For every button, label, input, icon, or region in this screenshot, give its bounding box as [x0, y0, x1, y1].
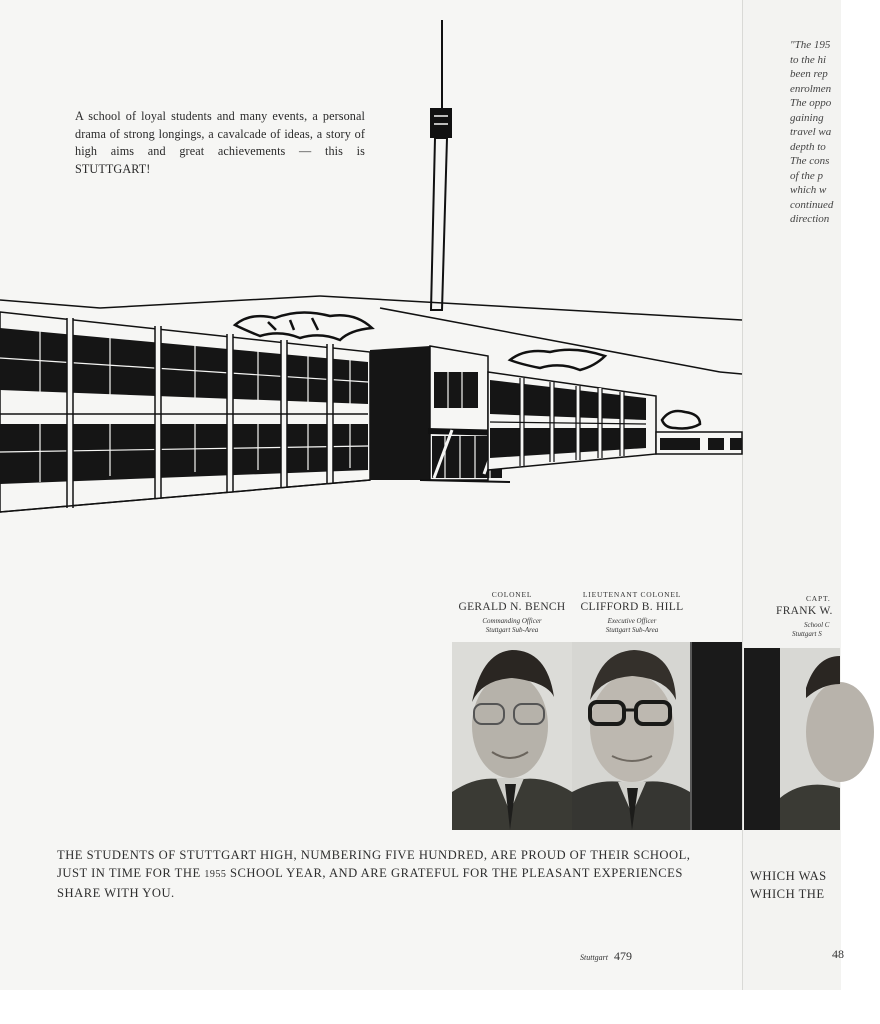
officer-role-line: Stuttgart Sub-Area [485, 625, 539, 634]
students-caption [57, 846, 741, 902]
quote-line: "The 195 [790, 39, 831, 51]
officer-name: FRANK W. [776, 605, 833, 617]
right-caption-fragment [750, 867, 827, 903]
officer-rank: LIEUTENANT COLONEL [582, 590, 682, 599]
officer-role-line: School C [804, 621, 830, 629]
officer-frank [776, 594, 840, 638]
left-wing [0, 312, 370, 512]
portrait-photo-hill [572, 642, 690, 830]
quote-line: of the p [790, 169, 823, 182]
officer-photos [452, 642, 742, 830]
caption-year: 1955 [204, 869, 227, 880]
portrait-photo-bench [452, 642, 572, 830]
officer-bench [450, 590, 574, 634]
quote-line: The oppo [790, 97, 832, 109]
officer-hill [572, 590, 692, 634]
officer-role-line: Executive Officer [607, 617, 657, 625]
right-wing [488, 372, 742, 470]
officer-role-line: Stuttgart Sub-Area [605, 625, 659, 634]
quote-line: travel wa [790, 126, 832, 138]
caption-line: THE STUDENTS OF STUTTGART HIGH, NUMBERING FIVE HUNDRED, ARE PROUD OF THEIR SCHOOL, [57, 848, 691, 862]
page-folio [580, 949, 632, 964]
officer-rank: CAPT. [806, 594, 831, 603]
quote-fragment [790, 38, 880, 227]
officer-role-line: Stuttgart S [792, 629, 822, 638]
caption-line [57, 864, 741, 884]
caption-fragment: SCHOOL YEAR, AND ARE GRATEFUL FOR THE PLEASANT EXPERIENCES [229, 866, 683, 880]
officer-role [572, 617, 692, 634]
quote-line: The cons [790, 155, 830, 167]
portrait-photo-dark [692, 642, 742, 830]
quote-line: gaining [790, 111, 824, 124]
officer-rank: COLONEL [491, 590, 533, 599]
scan-margin [0, 990, 840, 1024]
quote-line: continued [790, 198, 834, 211]
quote-line: been rep [790, 68, 828, 80]
officer-name: GERALD N. BENCH [458, 601, 566, 613]
quote-line: to the hi [790, 53, 827, 66]
caption-fragment: JUST IN TIME FOR THE [57, 866, 201, 880]
officer-name: CLIFFORD B. HILL [580, 601, 684, 613]
officer-role [776, 621, 840, 638]
caption-line: SHARE WITH YOU. [57, 886, 175, 900]
intro-paragraph: A school of loyal students and many events, a personal drama of strong longings, a cavalcade of ideas, a story of high aims and great achievements — this is STUTTGART! [75, 109, 365, 176]
folio-label: Stuttgart [580, 953, 609, 962]
quote-line: which w [790, 184, 827, 196]
portrait-photo-frank [744, 648, 840, 830]
tv-tower-illustration [430, 20, 452, 310]
quote-line: direction [790, 213, 830, 225]
right-page-number: 48 [832, 947, 844, 961]
caption-line: WHICH WAS [750, 869, 827, 883]
officer-role-line: Commanding Officer [482, 617, 542, 625]
page-number: 479 [614, 949, 633, 963]
quote-line: depth to [790, 140, 826, 153]
caption-line: WHICH THE [750, 887, 825, 901]
officer-role [450, 617, 574, 634]
school-building-drawing [0, 0, 742, 530]
quote-line: enrolmen [790, 82, 832, 95]
